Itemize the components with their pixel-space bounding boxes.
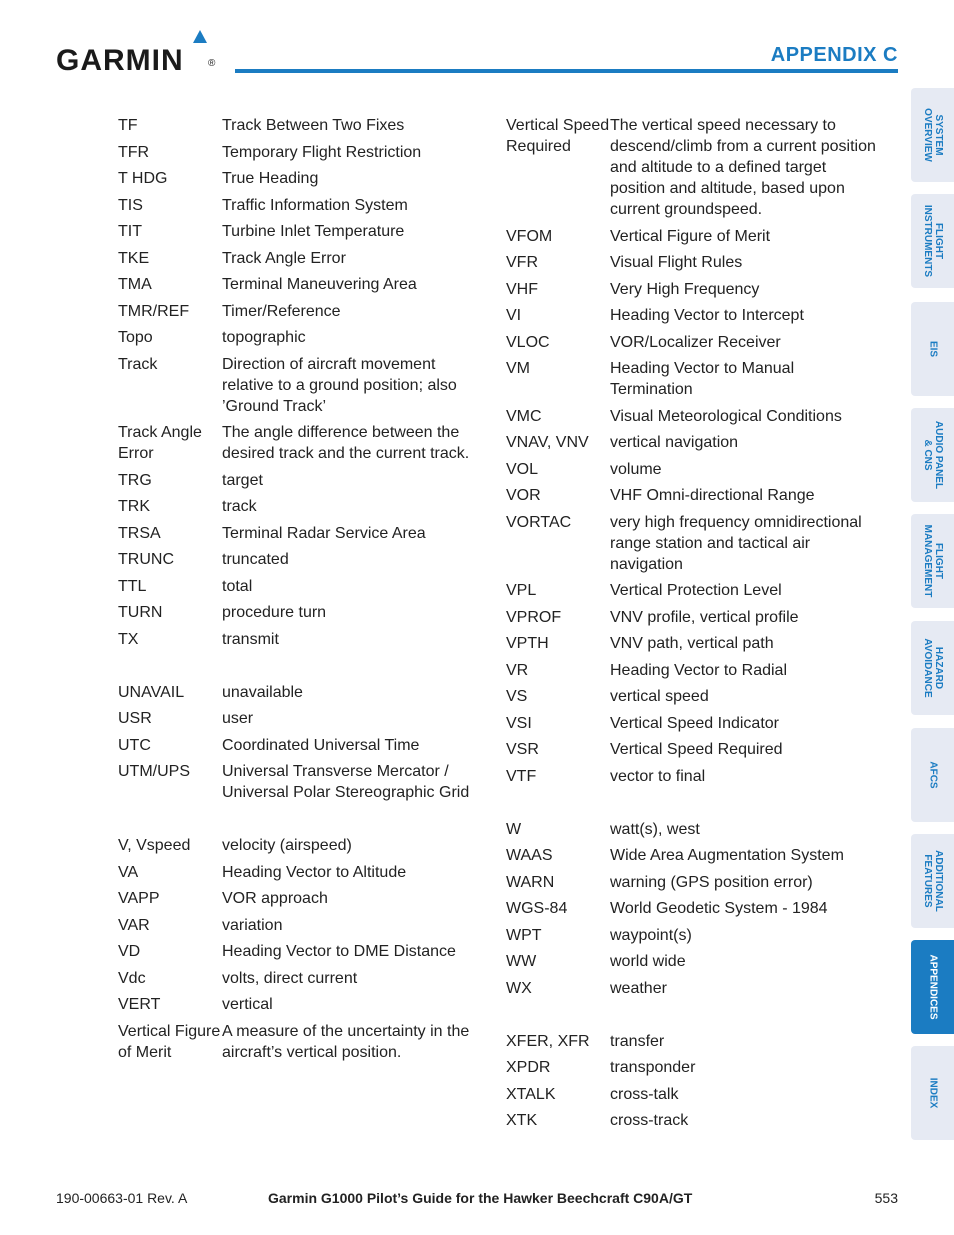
glossary-entry — [118, 115, 478, 136]
glossary-definition: VHF Omni-directional Range — [610, 487, 815, 504]
glossary-entry — [506, 925, 876, 946]
glossary-term: TRG — [118, 471, 152, 489]
section-tab[interactable] — [911, 514, 954, 608]
letter-group-gap — [118, 655, 478, 682]
glossary-entry — [506, 305, 876, 326]
glossary-term: Vdc — [118, 969, 146, 987]
glossary-entry — [118, 602, 478, 623]
section-tab[interactable] — [911, 940, 954, 1034]
glossary-term: VAPP — [118, 890, 160, 907]
glossary-entry — [506, 252, 876, 273]
glossary-term: VA — [118, 863, 139, 881]
glossary-definition: procedure turn — [222, 604, 327, 621]
glossary-term: UNAVAIL — [118, 683, 185, 701]
glossary-definition: warning (GPS position error) — [610, 873, 813, 891]
header-rule — [235, 69, 898, 73]
letter-group-gap — [118, 809, 478, 836]
glossary-definition: Heading Vector to Intercept — [610, 307, 804, 324]
glossary-definition: weather — [610, 979, 667, 997]
glossary-entry — [506, 978, 876, 999]
glossary-term: VS — [506, 688, 528, 705]
glossary-definition: Wide Area Augmentation System — [610, 847, 844, 864]
footer-title: Garmin G1000 Pilot’s Guide for the Hawker Beechcraft C90A/GT — [268, 1190, 693, 1206]
glossary-entry — [506, 580, 876, 601]
glossary-definition: The angle difference between the desired track and the current track. — [222, 424, 470, 462]
glossary-definition: Vertical Figure of Merit — [610, 227, 771, 245]
glossary-entry — [506, 1031, 876, 1052]
glossary-entry — [118, 301, 478, 322]
glossary-definition: user — [222, 710, 254, 727]
glossary-term: VPL — [506, 582, 537, 599]
glossary-term: WX — [506, 979, 532, 997]
glossary-definition: vertical speed — [610, 688, 709, 705]
glossary-term: Topo — [118, 329, 153, 346]
glossary-definition: Heading Vector to Radial — [610, 661, 787, 679]
glossary-entry — [118, 682, 478, 703]
glossary-definition: Heading Vector to Manual Termination — [610, 360, 795, 398]
glossary-definition: very high frequency omnidirectional range station and tactical air navigation — [610, 513, 862, 573]
glossary-entry — [118, 195, 478, 216]
glossary-entry — [118, 221, 478, 242]
glossary-definition: cross-track — [610, 1112, 689, 1129]
glossary-definition: Track Angle Error — [222, 249, 346, 267]
logo-registered-mark: ® — [208, 58, 216, 69]
glossary-term: VM — [506, 360, 530, 377]
glossary-term: TRK — [118, 498, 150, 515]
glossary-term: VOL — [506, 460, 539, 478]
glossary-definition: Vertical Speed Required — [610, 741, 783, 758]
glossary-definition: target — [222, 471, 263, 489]
glossary-term: WARN — [506, 873, 555, 891]
glossary-definition: World Geodetic System - 1984 — [610, 900, 828, 917]
glossary-entry — [506, 766, 876, 787]
glossary-term: TIT — [118, 223, 142, 240]
glossary-definition: total — [222, 577, 253, 595]
glossary-entry — [506, 660, 876, 681]
glossary-term: WPT — [506, 926, 542, 944]
glossary-definition: Direction of aircraft movement relative to a ground position; also ’Ground Track’ — [222, 355, 457, 415]
glossary-entry — [506, 459, 876, 480]
glossary-term: VMC — [506, 407, 542, 425]
glossary-definition: A measure of the uncertainty in the aircraft’s vertical position. — [222, 1022, 470, 1061]
glossary-term: VSI — [506, 714, 532, 732]
glossary-term: TURN — [118, 604, 163, 621]
glossary-definition: transponder — [610, 1059, 696, 1076]
section-tab-label: FLIGHT INSTRUMENTS — [921, 204, 944, 278]
glossary-entry — [118, 761, 478, 803]
glossary-definition: velocity (airspeed) — [222, 837, 352, 854]
glossary-term: T HDG — [118, 170, 168, 187]
glossary-left-column — [118, 115, 478, 1068]
glossary-entry — [506, 819, 876, 840]
glossary-entry — [506, 332, 876, 353]
glossary-definition: VNV path, vertical path — [610, 635, 774, 652]
section-title: APPENDIX C — [770, 44, 898, 66]
glossary-term: VSR — [506, 741, 539, 758]
glossary-definition: Terminal Maneuvering Area — [222, 276, 417, 293]
footer-doc-number: 190-00663-01 Rev. A — [56, 1190, 188, 1206]
glossary-term: VORTAC — [506, 513, 572, 531]
glossary-entry — [506, 1057, 876, 1078]
glossary-entry — [118, 941, 478, 962]
glossary-entry — [118, 994, 478, 1015]
glossary-definition: VOR/Localizer Receiver — [610, 333, 781, 351]
glossary-definition: track — [222, 498, 257, 515]
section-tab[interactable] — [911, 1046, 954, 1140]
glossary-term: VFR — [506, 254, 538, 271]
glossary-definition: waypoint(s) — [610, 926, 692, 944]
glossary-term: WAAS — [506, 847, 553, 864]
section-tab-label: EIS — [927, 340, 938, 358]
letter-group-gap — [506, 792, 876, 819]
logo-wordmark: GARMIN — [56, 44, 184, 77]
glossary-entry — [118, 274, 478, 295]
glossary-definition: Terminal Radar Service Area — [222, 524, 426, 542]
glossary-definition: Track Between Two Fixes — [222, 117, 405, 134]
glossary-definition: world wide — [610, 953, 686, 970]
glossary-term: WGS-84 — [506, 900, 568, 917]
glossary-term: VAR — [118, 916, 150, 934]
glossary-entry — [118, 735, 478, 756]
glossary-definition: unavailable — [222, 683, 303, 701]
glossary-term: Track Angle Error — [118, 424, 202, 462]
glossary-entry — [506, 279, 876, 300]
section-tab-label: ADDITIONAL FEATURES — [921, 850, 944, 912]
glossary-definition: Timer/Reference — [222, 302, 341, 320]
glossary-definition: Vertical Protection Level — [610, 582, 782, 599]
glossary-definition: Heading Vector to Altitude — [222, 863, 407, 881]
glossary-entry — [118, 968, 478, 989]
section-tab[interactable] — [911, 408, 954, 502]
glossary-term: TRUNC — [118, 551, 174, 568]
glossary-entry — [118, 496, 478, 517]
glossary-term: TFR — [118, 143, 150, 161]
section-tab-label: SYSTEM OVERVIEW — [921, 108, 944, 162]
glossary-term: TX — [118, 630, 139, 648]
glossary-entry — [506, 872, 876, 893]
glossary-term: UTC — [118, 736, 151, 754]
glossary-term: VTF — [506, 767, 537, 785]
glossary-term: VOR — [506, 487, 541, 504]
glossary-definition: vertical navigation — [610, 434, 739, 451]
glossary-term: USR — [118, 710, 152, 727]
glossary-entry — [118, 142, 478, 163]
glossary-definition: Heading Vector to DME Distance — [222, 943, 456, 960]
glossary-entry — [506, 485, 876, 506]
glossary-entry — [118, 888, 478, 909]
glossary-definition: volts, direct current — [222, 969, 358, 987]
glossary-entry — [506, 406, 876, 427]
glossary-definition: vertical — [222, 996, 273, 1013]
garmin-delta-icon — [193, 30, 207, 43]
glossary-entry — [118, 422, 478, 464]
glossary-term: TMR/REF — [118, 302, 190, 320]
glossary-entry — [118, 576, 478, 597]
glossary-entry — [506, 1110, 876, 1131]
glossary-entry — [506, 432, 876, 453]
glossary-entry — [506, 358, 876, 400]
glossary-term: W — [506, 820, 522, 838]
glossary-entry — [118, 629, 478, 650]
glossary-term: TTL — [118, 577, 147, 595]
glossary-term: XTALK — [506, 1085, 556, 1103]
glossary-definition: Turbine Inlet Temperature — [222, 223, 405, 240]
glossary-entry — [506, 845, 876, 866]
glossary-definition: Universal Transverse Mercator / Universal Polar Stereographic Grid — [222, 763, 470, 801]
glossary-term: VPROF — [506, 608, 562, 626]
glossary-entry — [118, 708, 478, 729]
section-tab[interactable] — [911, 834, 954, 928]
glossary-entry — [118, 248, 478, 269]
glossary-term: VR — [506, 661, 529, 679]
glossary-definition: variation — [222, 916, 283, 934]
glossary-entry — [506, 1084, 876, 1105]
glossary-definition: True Heading — [222, 170, 319, 187]
glossary-definition: VNV profile, vertical profile — [610, 608, 799, 626]
glossary-definition: Vertical Speed Indicator — [610, 714, 779, 732]
glossary-term: XFER, XFR — [506, 1032, 590, 1050]
glossary-term: TRSA — [118, 524, 161, 542]
glossary-entry — [118, 862, 478, 883]
glossary-definition: Temporary Flight Restriction — [222, 143, 422, 161]
glossary-entry — [118, 354, 478, 417]
glossary-term: TKE — [118, 249, 150, 267]
section-tab-label: INDEX — [927, 1077, 938, 1109]
glossary-definition: cross-talk — [610, 1085, 679, 1103]
section-tab-label: HAZARD AVOIDANCE — [921, 638, 944, 698]
footer-page-number: 553 — [874, 1190, 898, 1206]
glossary-definition: VOR approach — [222, 890, 328, 907]
section-tab[interactable] — [911, 728, 954, 822]
glossary-term: VHF — [506, 280, 538, 298]
glossary-entry — [506, 115, 876, 220]
glossary-definition: topographic — [222, 329, 306, 346]
section-tab-label: APPENDICES — [927, 954, 938, 1020]
glossary-definition: transmit — [222, 630, 279, 648]
glossary-definition: volume — [610, 460, 662, 478]
glossary-term: Vertical Figure of Merit — [118, 1022, 221, 1061]
glossary-term: UTM/UPS — [118, 763, 190, 780]
glossary-term: TIS — [118, 196, 143, 214]
glossary-entry — [118, 835, 478, 856]
glossary-entry — [118, 470, 478, 491]
glossary-entry — [506, 686, 876, 707]
garmin-logo — [56, 30, 220, 76]
section-tab[interactable] — [911, 194, 954, 288]
glossary-definition: Visual Flight Rules — [610, 254, 743, 271]
glossary-term: VLOC — [506, 333, 550, 351]
glossary-entry — [506, 633, 876, 654]
glossary-definition: Traffic Information System — [222, 196, 408, 214]
glossary-definition: watt(s), west — [610, 820, 700, 838]
glossary-term: VI — [506, 307, 522, 324]
glossary-entry — [506, 512, 876, 575]
section-tab-label: AFCS — [927, 761, 938, 789]
glossary-term: VD — [118, 943, 141, 960]
glossary-entry — [118, 168, 478, 189]
glossary-right-column — [506, 115, 876, 1137]
glossary-term: VNAV, VNV — [506, 434, 589, 451]
glossary-entry — [118, 523, 478, 544]
glossary-definition: Visual Meteorological Conditions — [610, 407, 842, 425]
glossary-term: V, Vspeed — [118, 837, 191, 854]
glossary-entry — [506, 951, 876, 972]
glossary-definition: The vertical speed necessary to descend/climb from a current position and altitude to a defined target position and altitude, based upon current groundspeed. — [610, 117, 876, 218]
section-tab[interactable] — [911, 88, 954, 182]
glossary-entry — [118, 1021, 478, 1063]
glossary-definition: vector to final — [610, 767, 706, 785]
glossary-definition: Coordinated Universal Time — [222, 736, 420, 754]
section-tab[interactable] — [911, 621, 954, 715]
glossary-term: Vertical Speed Required — [506, 117, 610, 155]
glossary-term: XPDR — [506, 1059, 551, 1076]
section-tab-label: AUDIO PANEL & CNS — [921, 420, 944, 490]
glossary-entry — [118, 915, 478, 936]
glossary-definition: transfer — [610, 1032, 665, 1050]
glossary-term: TMA — [118, 276, 152, 293]
glossary-term: WW — [506, 953, 537, 970]
glossary-term: VFOM — [506, 227, 553, 245]
glossary-definition: Very High Frequency — [610, 280, 760, 298]
glossary-term: TF — [118, 117, 138, 134]
glossary-entry — [118, 327, 478, 348]
glossary-term: XTK — [506, 1112, 538, 1129]
glossary-entry — [118, 549, 478, 570]
glossary-entry — [506, 898, 876, 919]
glossary-definition: truncated — [222, 551, 289, 568]
glossary-term: VERT — [118, 996, 161, 1013]
glossary-term: VPTH — [506, 635, 549, 652]
glossary-entry — [506, 713, 876, 734]
letter-group-gap — [506, 1004, 876, 1031]
glossary-term: Track — [118, 355, 158, 373]
glossary-entry — [506, 226, 876, 247]
section-tab[interactable] — [911, 302, 954, 396]
section-tab-label: FLIGHT MANAGEMENT — [921, 524, 944, 598]
glossary-entry — [506, 739, 876, 760]
glossary-entry — [506, 607, 876, 628]
